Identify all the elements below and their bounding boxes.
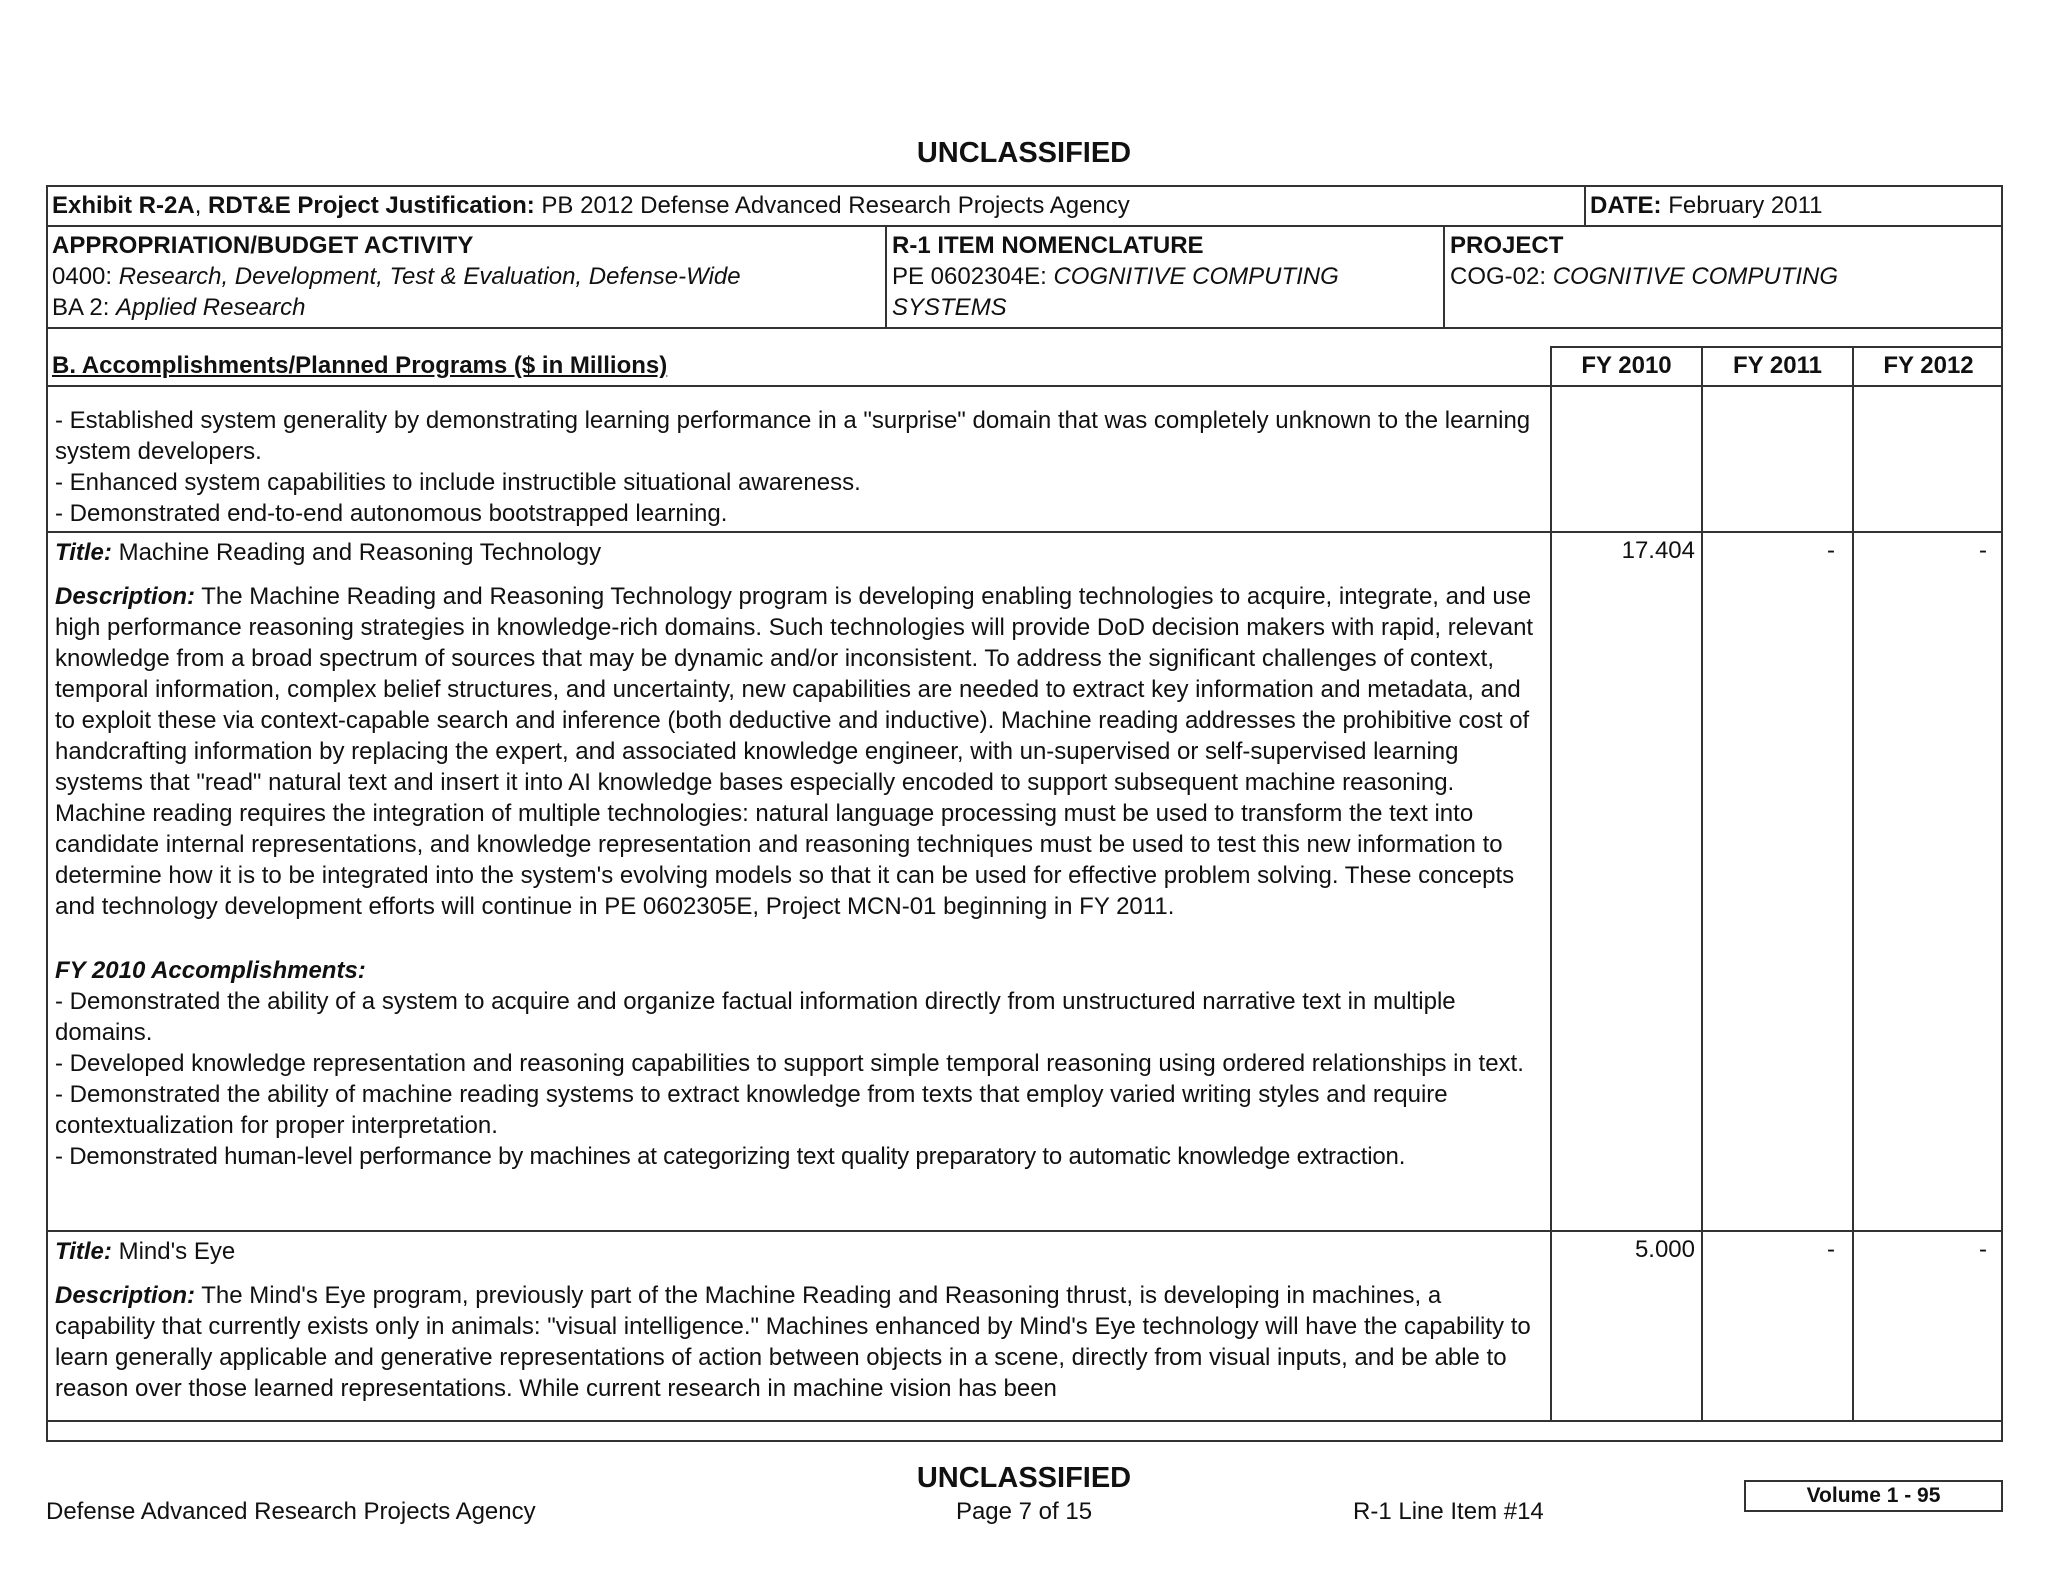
program-minds-eye — [55, 1236, 1547, 1404]
program-2-fy2011: - — [1827, 1236, 1835, 1263]
exhibit-sep: , — [194, 192, 209, 219]
section-heading: B. Accomplishments/Planned Programs ($ in Millions) — [52, 352, 668, 379]
program-description-text: The Machine Reading and Reasoning Technology program is developing enabling technologies to acquire, integrate, and use high performance reasoning strategies in knowledge-rich domains. Such technologies will provide DoD decision makers with rapid, relevant knowledge from a broad spectrum of sources that may be dynamic and/or inconsistent. To address the significant challenges of context, temporal information, complex belief structures, and uncertainty, new capabilities are needed to extract key information and metadata, and to exploit these via context-capable search and inference (both deductive and inductive). Machine reading addresses the prohibitive cost of handcrafting information by replacing the expert, and associated knowledge engineer, with un-supervised or self-supervised learning systems that "read" natural text and insert it into AI knowledge bases especially encoded to support subsequent machine reasoning. Machine reading requires the integration of multiple technologies: natural language processing must be used to transform the text into candidate internal representations, and knowledge representation and reasoning techniques must be used to test this new information to determine how it is to be integrated into the system's evolving models so that it can be used for effective problem solving. These concepts and technology development efforts will continue in PE 0602305E, Project MCN-01 beginning in FY 2011. — [55, 583, 1534, 920]
date-value: February 2011 — [1661, 192, 1823, 219]
project-cell — [1450, 230, 2000, 292]
program-title-line — [55, 1236, 1547, 1267]
rule-nomenclature-divider — [885, 225, 887, 327]
appropriation-code: 0400: — [52, 263, 119, 290]
program-description — [55, 1280, 1547, 1404]
program-title-label: Title: — [55, 539, 112, 566]
program-title: Machine Reading and Reasoning Technology — [111, 539, 602, 566]
footer-line-item: R-1 Line Item #14 — [1353, 1498, 1544, 1525]
appropriation-heading: APPROPRIATION/BUDGET ACTIVITY — [52, 232, 474, 259]
program-title-line — [55, 537, 1547, 568]
program-title-label: Title: — [55, 1238, 112, 1265]
exhibit-title — [52, 190, 1577, 221]
rule-under-exhibit — [46, 225, 2003, 227]
rule-row-3 — [46, 1420, 2003, 1422]
appropriation-line-1 — [52, 261, 880, 292]
exhibit-justification-label: RDT&E Project Justification: — [208, 192, 535, 219]
project-code: COG-02: — [1450, 263, 1553, 290]
rule-row-1 — [46, 531, 2003, 533]
continuation-bullet: - Demonstrated end-to-end autonomous bootstrapped learning. — [55, 500, 728, 527]
program-2-fy2010: 5.000 — [1634, 1236, 1695, 1263]
program-description-label: Description: — [55, 583, 196, 610]
accomplishment-item: - Demonstrated human-level performance by machines at categorizing text quality preparatory to automatic knowledge extraction. — [55, 1143, 1406, 1170]
rule-fy-top — [1550, 346, 2003, 348]
program-machine-reading — [55, 537, 1547, 1172]
rule-project-divider — [1443, 225, 1445, 327]
program-title: Mind's Eye — [111, 1238, 236, 1265]
classification-bottom: UNCLASSIFIED — [916, 1462, 1132, 1494]
fy-header-2011: FY 2011 — [1733, 352, 1822, 379]
exhibit-agency: PB 2012 Defense Advanced Research Projects Agency — [534, 192, 1130, 219]
program-1-fy2011: - — [1827, 537, 1835, 564]
appropriation-title: Research, Development, Test & Evaluation, Defense-Wide — [118, 263, 741, 290]
project-heading: PROJECT — [1450, 232, 1564, 259]
fy-header-2010: FY 2010 — [1581, 352, 1672, 379]
footer-agency: Defense Advanced Research Projects Agency — [46, 1498, 536, 1525]
exhibit-label: Exhibit R-2A — [52, 192, 195, 219]
nomenclature-cell — [892, 230, 1392, 323]
continuation-bullet: - Enhanced system capabilities to include instructible situational awareness. — [55, 469, 861, 496]
nomenclature-heading: R-1 ITEM NOMENCLATURE — [892, 232, 1204, 259]
budget-activity-line — [52, 292, 880, 323]
accomplishment-item: - Developed knowledge representation and reasoning capabilities to support simple temporal reasoning using ordered relationships in text. — [55, 1050, 1524, 1077]
program-2-fy2012: - — [1979, 1236, 1987, 1263]
continuation-bullet: - Established system generality by demonstrating learning performance in a "surprise" domain that was completely unknown to the learning system developers. — [55, 407, 1531, 465]
program-description — [55, 581, 1547, 922]
date-label: DATE: — [1590, 192, 1662, 219]
continuation-cell — [55, 405, 1545, 529]
budget-activity-code: BA 2: — [52, 294, 117, 321]
footer-page-number: Page 7 of 15 — [955, 1498, 1093, 1525]
exhibit-date — [1590, 190, 2000, 221]
program-1-fy2010: 17.404 — [1621, 537, 1695, 564]
program-description-text: The Mind's Eye program, previously part of the Machine Reading and Reasoning thrust, is developing in machines, a capability that currently exists only in animals: "visual intelligence." Machines enhanced by Mind's Eye technology will have the capability to learn generally applicable and generative representations of action between objects in a scene, directly from visual inputs, and be able to reason over those learned representations. While current research in machine vision has been — [55, 1282, 1531, 1402]
rule-date-divider — [1584, 185, 1586, 227]
nomenclature-value — [892, 261, 1392, 323]
project-title: COGNITIVE COMPUTING — [1552, 263, 1839, 290]
fy-header-2012: FY 2012 — [1883, 352, 1974, 379]
rule-row-2 — [46, 1230, 2003, 1232]
nomenclature-title: COGNITIVE COMPUTING SYSTEMS — [892, 263, 1339, 321]
project-value — [1450, 261, 2000, 292]
program-description-label: Description: — [55, 1282, 196, 1309]
accomplishment-item: - Demonstrated the ability of a system to acquire and organize factual information directly from unstructured narrative text in multiple domains. — [55, 988, 1456, 1046]
rule-under-section — [46, 385, 2003, 387]
rule-under-header — [46, 327, 2003, 329]
accomplishment-item: - Demonstrated the ability of machine reading systems to extract knowledge from texts that employ varied writing styles and require contextualization for proper interpretation. — [55, 1081, 1448, 1139]
classification-top: UNCLASSIFIED — [916, 137, 1132, 169]
nomenclature-code: PE 0602304E: — [892, 263, 1054, 290]
volume-box: Volume 1 - 95 — [1744, 1480, 2003, 1512]
program-1-fy2012: - — [1979, 537, 1987, 564]
appropriation-cell — [52, 230, 880, 323]
budget-activity-title: Applied Research — [116, 294, 306, 321]
accomplishments-heading: FY 2010 Accomplishments: — [55, 957, 366, 984]
